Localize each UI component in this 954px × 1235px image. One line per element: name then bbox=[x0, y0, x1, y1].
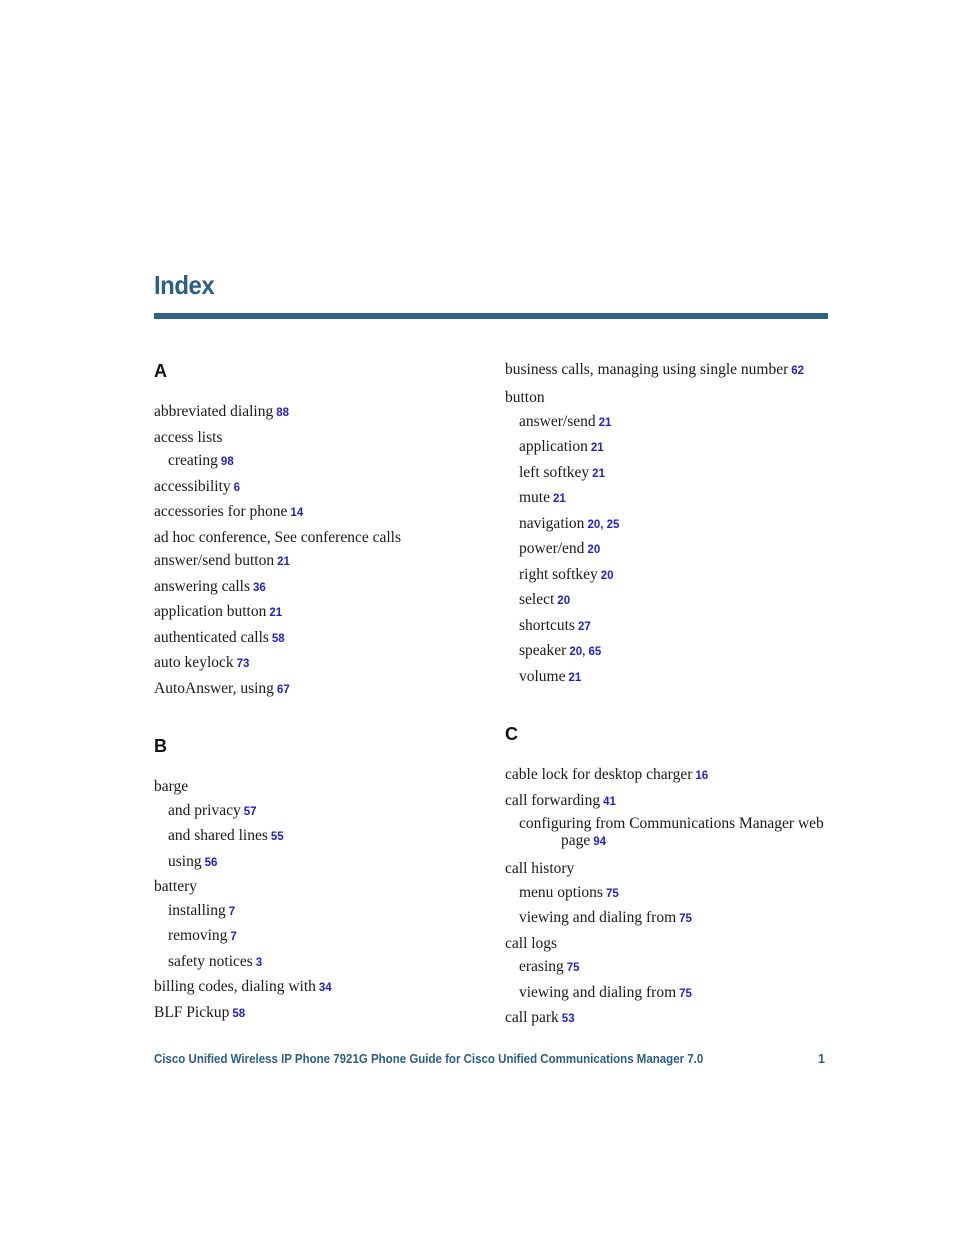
index-subentry: volume 21 bbox=[519, 667, 582, 685]
page-link[interactable]: 16 bbox=[695, 770, 709, 782]
index-subentry: safety notices 3 bbox=[168, 952, 263, 970]
page-link[interactable]: 56 bbox=[204, 856, 218, 869]
page-link[interactable]: 57 bbox=[243, 805, 257, 818]
index-subentry: removing 7 bbox=[168, 927, 237, 944]
page-link[interactable]: 21 bbox=[590, 442, 604, 454]
page-link[interactable]: 21 bbox=[592, 467, 605, 480]
page-link[interactable]: 20 bbox=[587, 544, 601, 556]
index-subentry: viewing and dialing from 75 bbox=[519, 983, 692, 1001]
page-link[interactable]: 20 bbox=[557, 595, 571, 607]
page-link[interactable]: 58 bbox=[232, 1007, 246, 1020]
index-subentry: using 56 bbox=[168, 852, 218, 870]
page-link[interactable]: 75 bbox=[566, 962, 580, 974]
page-link[interactable]: 20, 65 bbox=[569, 646, 602, 658]
index-entry: BLF Pickup 58 bbox=[154, 1003, 246, 1021]
page-link[interactable]: 88 bbox=[276, 407, 290, 419]
index-entry: auto keylock 73 bbox=[154, 654, 250, 671]
index-subentry: answer/send 21 bbox=[519, 412, 612, 430]
page-link[interactable]: 94 bbox=[593, 836, 607, 848]
page-link[interactable]: 7 bbox=[230, 931, 237, 943]
index-entry: button bbox=[505, 389, 545, 406]
index-entry: battery bbox=[154, 878, 198, 895]
index-subentry: right softkey 20 bbox=[519, 565, 614, 583]
page-link[interactable]: 73 bbox=[236, 658, 250, 670]
section-letter-c: C bbox=[505, 724, 518, 744]
index-entry: call history bbox=[505, 860, 575, 877]
index-subentry: mute 21 bbox=[519, 489, 566, 506]
index-entry: answering calls 36 bbox=[154, 577, 266, 595]
index-subentry: speaker 20, 65 bbox=[519, 642, 602, 659]
index-subentry: navigation 20, 25 bbox=[519, 514, 620, 532]
index-subentry: left softkey 21 bbox=[519, 463, 605, 481]
index-subentry: power/end 20 bbox=[519, 540, 601, 557]
index-entry: access lists bbox=[154, 428, 223, 446]
index-entry: billing codes, dialing with 34 bbox=[154, 978, 332, 995]
page-link[interactable]: 14 bbox=[290, 507, 304, 519]
page-link[interactable]: 98 bbox=[220, 456, 234, 468]
index-subentry: select 20 bbox=[519, 591, 571, 608]
page-link[interactable]: 34 bbox=[318, 982, 332, 994]
index-column-left bbox=[154, 360, 484, 1026]
index-entry: call logs bbox=[505, 934, 558, 952]
index-entry: accessories for phone 14 bbox=[154, 503, 304, 520]
page-link[interactable]: 21 bbox=[553, 493, 566, 505]
page-link[interactable]: 75 bbox=[605, 887, 619, 900]
page-link[interactable]: 21 bbox=[568, 671, 582, 684]
index-entry: abbreviated dialing 88 bbox=[154, 403, 290, 420]
index-entry: business calls, managing using single number 62 bbox=[505, 361, 805, 378]
page-link[interactable]: 21 bbox=[598, 416, 612, 429]
page-title: Index bbox=[154, 270, 215, 300]
section-b-continued-entries bbox=[505, 361, 835, 690]
index-subentry: and privacy 57 bbox=[168, 801, 257, 819]
index-subentry: and shared lines 55 bbox=[168, 827, 284, 844]
page-link[interactable]: 53 bbox=[561, 1013, 575, 1025]
page-link[interactable]: 21 bbox=[277, 556, 290, 568]
index-entry: accessibility 6 bbox=[154, 477, 241, 495]
page-link[interactable]: 7 bbox=[228, 905, 236, 918]
page-link[interactable]: 36 bbox=[252, 581, 266, 594]
page-link[interactable]: 27 bbox=[577, 620, 591, 633]
page-link[interactable]: 67 bbox=[276, 683, 290, 696]
page-link[interactable]: 58 bbox=[271, 632, 285, 645]
page-link[interactable]: 75 bbox=[679, 913, 692, 925]
footer-page-number: 1 bbox=[818, 1052, 825, 1066]
index-subentry: erasing 75 bbox=[519, 958, 580, 975]
section-b-entries bbox=[154, 775, 484, 1026]
index-subentry: menu options 75 bbox=[519, 883, 619, 901]
index-entry: call forwarding 41 bbox=[505, 791, 616, 809]
index-entry: answer/send button 21 bbox=[154, 552, 290, 569]
index-entry: application button 21 bbox=[154, 603, 283, 620]
page-link[interactable]: 75 bbox=[679, 987, 692, 1000]
page-link[interactable]: 21 bbox=[269, 607, 283, 619]
section-a-entries bbox=[154, 400, 484, 702]
page-link[interactable]: 41 bbox=[603, 795, 616, 808]
index-subentry: viewing and dialing from 75 bbox=[519, 909, 692, 926]
index-subentry: application 21 bbox=[519, 438, 604, 455]
index-subentry: creating 98 bbox=[168, 452, 234, 469]
index-entry: ad hoc conference, See conference calls bbox=[154, 528, 401, 546]
page-link[interactable]: 6 bbox=[233, 481, 241, 494]
index-subentry: configuring from Communications Manager web page 94 bbox=[519, 815, 824, 849]
section-c-entries bbox=[505, 763, 835, 1032]
index-entry: authenticated calls 58 bbox=[154, 628, 285, 646]
index-column-right bbox=[505, 360, 835, 1032]
index-entry: AutoAnswer, using 67 bbox=[154, 679, 290, 697]
section-letter-b: B bbox=[154, 736, 167, 756]
page-link[interactable]: 20 bbox=[600, 569, 614, 582]
page-link[interactable]: 62 bbox=[791, 365, 805, 377]
title-rule bbox=[154, 313, 828, 319]
page-link[interactable]: 55 bbox=[270, 831, 284, 843]
index-entry: cable lock for desktop charger 16 bbox=[505, 766, 709, 783]
index-entry: call park 53 bbox=[505, 1009, 575, 1026]
index-entry: barge bbox=[154, 778, 189, 795]
index-subentry: shortcuts 27 bbox=[519, 616, 591, 634]
footer-title: Cisco Unified Wireless IP Phone 7921G Phone Guide for Cisco Unified Communications Manager 7.0 bbox=[154, 1052, 704, 1066]
index-subentry: installing 7 bbox=[168, 901, 236, 919]
page-link[interactable]: 20, 25 bbox=[587, 518, 620, 531]
section-letter-a: A bbox=[154, 361, 167, 381]
page-link[interactable]: 3 bbox=[255, 956, 263, 969]
